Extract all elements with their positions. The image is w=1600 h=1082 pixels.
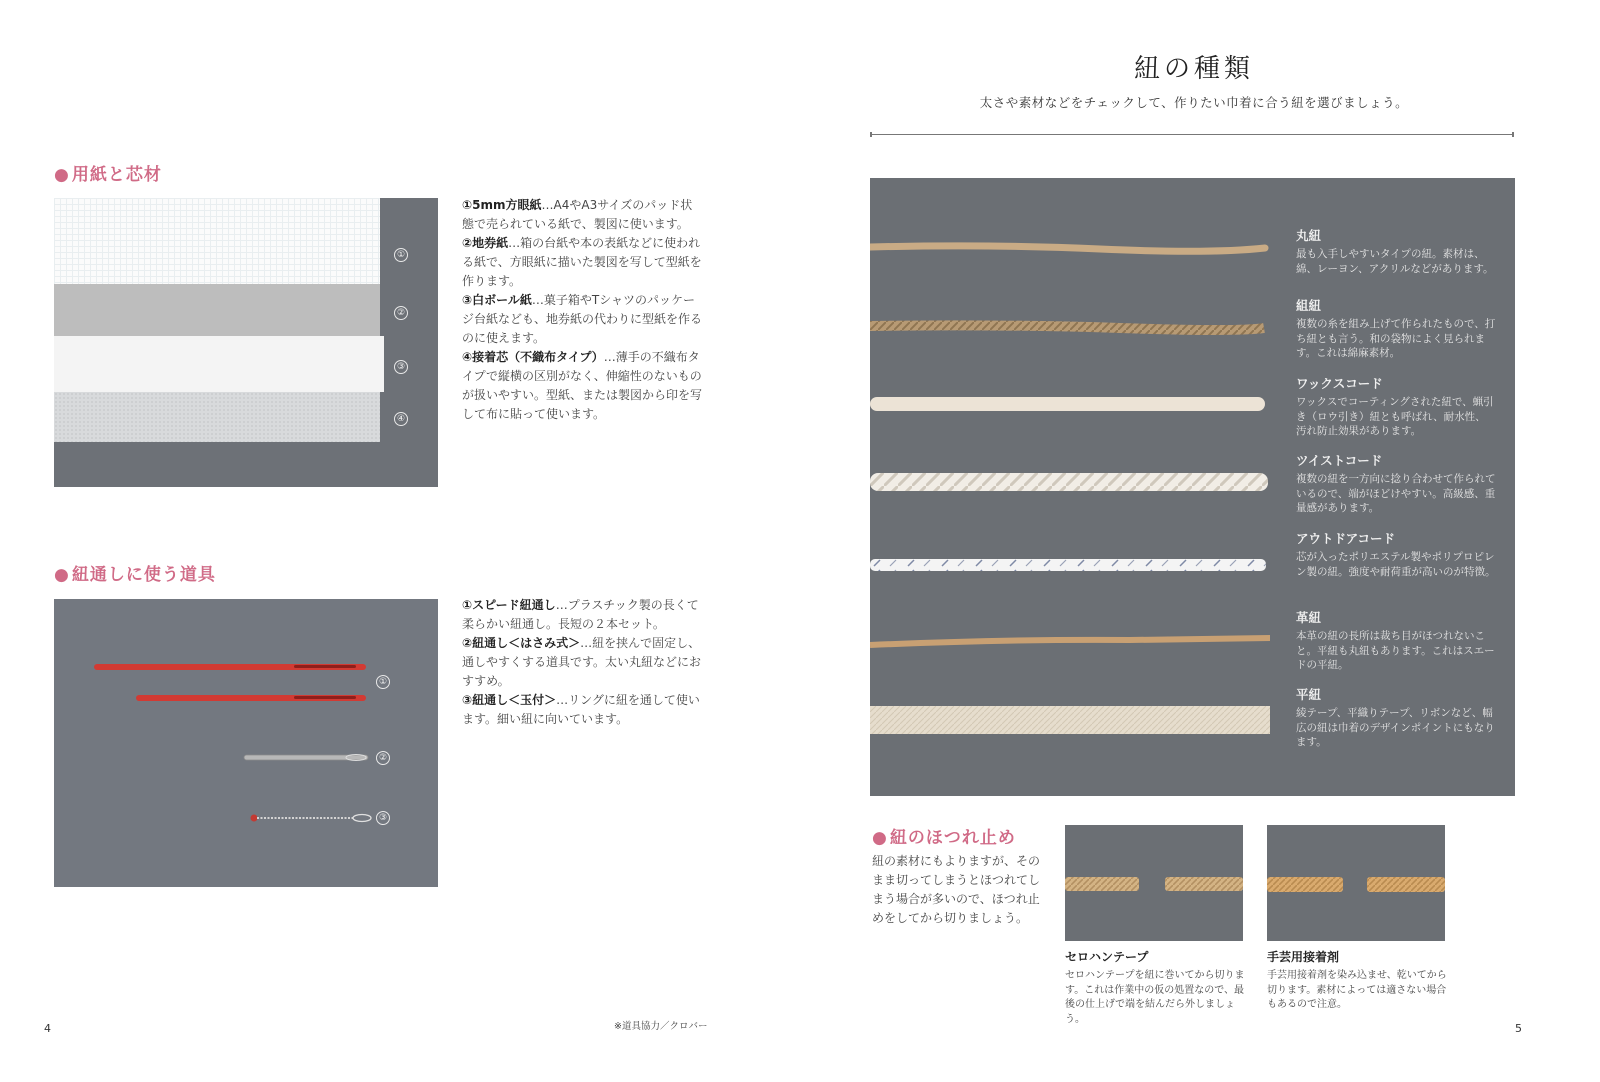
- white-board-paper: [54, 336, 384, 392]
- ball-threader: [251, 815, 258, 822]
- page-number-right: 5: [1515, 1022, 1522, 1035]
- paper-materials-photo: [54, 198, 438, 487]
- tool-item: ①スピード紐通し…プラスチック製の長くて柔らかい紐通し。長短の２本セット。: [462, 598, 699, 631]
- marker-1: ①: [394, 248, 408, 262]
- cord-label: 革紐 本革の紐の長所は裁ち目がほつれないこと。平紐も丸紐もあります。これはスエードの平紐。: [1296, 610, 1495, 671]
- title-divider: [870, 134, 1514, 135]
- tools-drawing: [54, 599, 438, 887]
- page-title: 紐の種類: [1133, 54, 1254, 84]
- threading-tools-photo: [54, 599, 438, 887]
- chipboard-paper: [54, 284, 380, 336]
- interfacing-sheet: [54, 392, 380, 442]
- tape-method-photo: [1065, 825, 1243, 941]
- flat-tape: [870, 706, 1270, 734]
- paper-item: ②地券紙…箱の台紙や本の表紙などに使われる紙で、方眼紙に描いた製図を写して型紙を作ります。: [462, 236, 702, 288]
- paper-item: ④接着芯（不織布タイプ）…薄手の不織布タイプで縦横の区別がなく、伸縮性のないものが扱いやすい。型紙、または製図から印を写して布に貼って使います。: [462, 350, 703, 421]
- cord-label: アウトドアコード 芯が入ったポリエステル製やポリプロピレン製の紐。強度や耐荷重が高いのが特徴。: [1296, 531, 1496, 578]
- tool-item: ③紐通し＜玉付＞…リングに紐を通して使います。細い紐に向いています。: [462, 693, 700, 726]
- marker-2: ②: [376, 751, 390, 765]
- wax-cord: [870, 397, 1265, 411]
- marker-3: ③: [376, 811, 390, 825]
- tape-method-caption: セロハンテープ セロハンテープを紐に巻いてから切ります。これは作業中の仮の処置なので、最後の仕上げで端を結んだら外しましょう。: [1065, 950, 1245, 1025]
- cord-label: 丸紐 最も入手しやすいタイプの紐。素材は、綿、レーヨン、アクリルなどがあります。: [1296, 228, 1494, 275]
- section-heading-paper: ● 用紙と芯材: [54, 165, 162, 185]
- glue-method-caption: 手芸用接着剤 手芸用接着剤を染み込ませ、乾いてから切ります。素材によっては適さない場合もあるので注意。: [1267, 950, 1447, 1010]
- marker-4: ④: [394, 412, 408, 426]
- cord-label: 平紐 綾テープ、平織りテープ、リボンなど、幅広の紐は巾着のデザインポイントにもなります。: [1296, 687, 1495, 748]
- section-heading-fray: ● 紐のほつれ止め: [872, 828, 1016, 848]
- cord-end-right: [1165, 877, 1243, 891]
- marker-3: ③: [394, 360, 408, 374]
- cord-label: ツイストコード 複数の紐を一方向に捻り合わせて作られているので、端がほどけやすい。高級感、重量感があります。: [1296, 453, 1496, 514]
- paper-materials-description: [462, 196, 702, 424]
- cord-label: 組紐 複数の糸を組み上げて作られたもので、打ち紐とも言う。和の袋物によく見られます。これは綿麻素材。: [1296, 298, 1496, 359]
- bullet-dot-icon: ●: [54, 565, 70, 585]
- threading-tools-description: [462, 596, 702, 729]
- marker-1: ①: [376, 675, 390, 689]
- tool-credit: ※道具協力／クロバー: [614, 1021, 708, 1032]
- cord-end-right: [1367, 877, 1445, 892]
- twist-cord: [870, 473, 1268, 491]
- round-cord: [870, 246, 1265, 251]
- cord-end-left: [1065, 877, 1139, 891]
- page-number-left: 4: [44, 1022, 51, 1035]
- cord-types-photo: [870, 178, 1515, 796]
- tool-item: ②紐通し＜はさみ式＞…紐を挟んで固定し、通しやすくする道具です。太い丸紐などにおすすめ。: [462, 636, 702, 688]
- cord-end-left: [1267, 877, 1343, 892]
- graph-paper: [54, 198, 380, 284]
- bullet-dot-icon: ●: [54, 165, 70, 185]
- cords-drawing: [870, 178, 1270, 796]
- section-heading-tools: ● 紐通しに使う道具: [54, 565, 216, 585]
- cord-label: ワックスコード ワックスでコーティングされた紐で、蝋引き（ロウ引き）紐とも呼ばれ、耐水性、汚れ防止効果があります。: [1296, 376, 1494, 437]
- braided-cord: [870, 325, 1264, 330]
- paper-item: ①5mm方眼紙…A4やA3サイズのパッド状態で売られている紙で、製図に使います。: [462, 198, 693, 231]
- fray-intro: 紐の素材にもよりますが、そのまま切ってしまうとほつれてしまう場合が多いので、ほつれ止めをしてから切りましょう。: [872, 854, 1041, 925]
- paper-item: ③白ボール紙…菓子箱やTシャツのパッケージ台紙なども、地券紙の代わりに型紙を作るのに使えます。: [462, 293, 703, 345]
- marker-2: ②: [394, 306, 408, 320]
- glue-method-photo: [1267, 825, 1445, 941]
- leather-cord: [870, 638, 1270, 645]
- bullet-dot-icon: ●: [872, 828, 888, 848]
- page-subtitle: 太さや素材などをチェックして、作りたい巾着に合う紐を選びましょう。: [979, 95, 1409, 110]
- outdoor-cord: [870, 559, 1266, 571]
